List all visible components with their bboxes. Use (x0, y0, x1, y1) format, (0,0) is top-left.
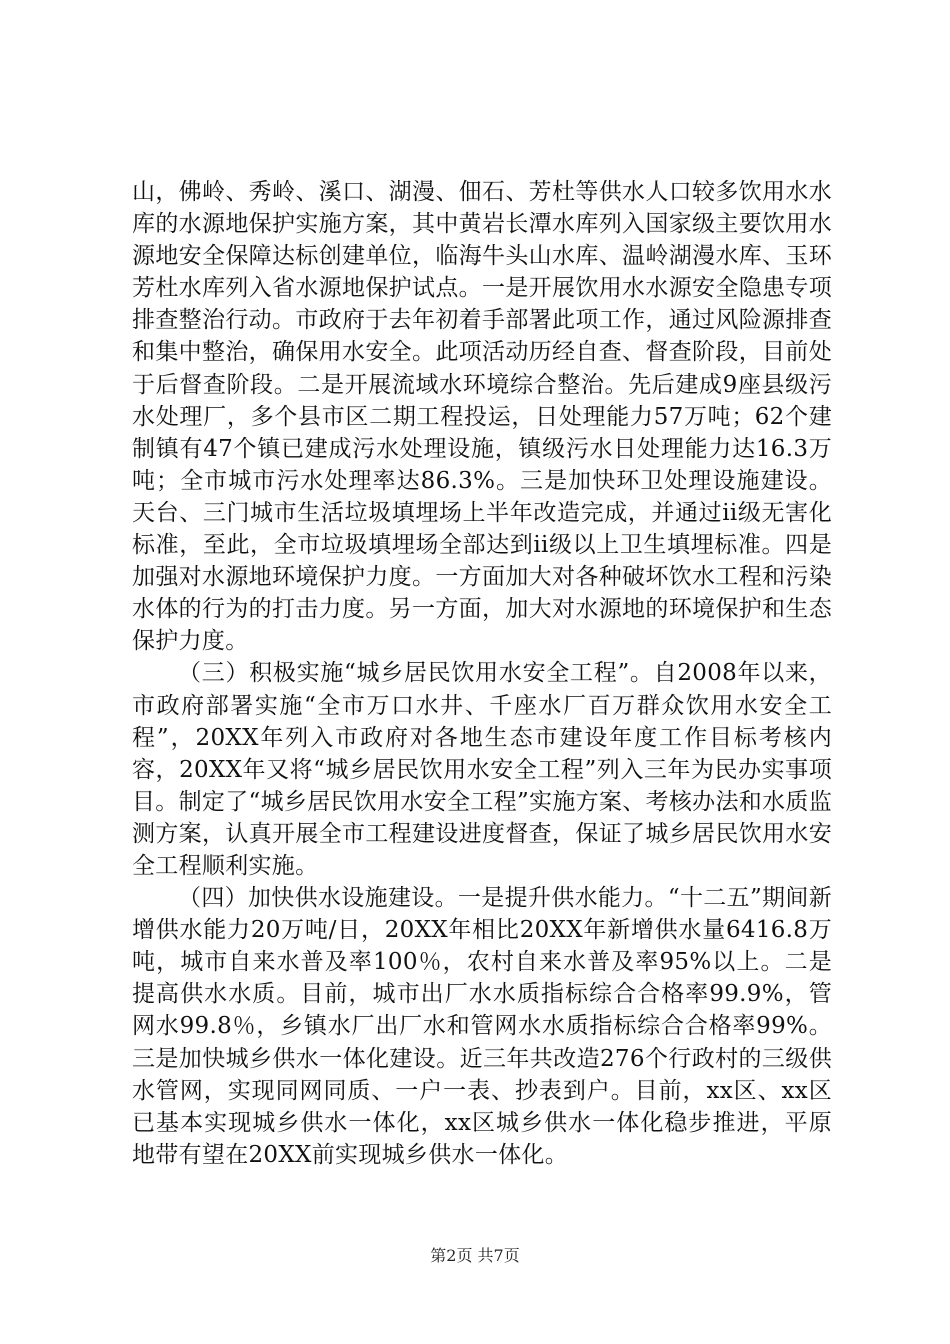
paragraph-section-3: （三）积极实施“城乡居民饮用水安全工程”。自2008年以来，市政府部署实施“全市万口水井、千座水厂百万群众饮用水安全工程”，20XX年列入市政府对各地生态市建设年度工作目标考核内容，20XX年又将“城乡居民饮用水安全工程”列入三年为民办实事项目。制定了“城乡居民饮用水安全工程”实施方案、考核办法和水质监测方案，认真开展全市工程建设进度督查，保证了城乡居民饮用水安全工程顺利实施。 (132, 660, 832, 879)
paragraph-section-4: （四）加快供水设施建设。一是提升供水能力。“十二五”期间新增供水能力20万吨/日，20XX年相比20XX年新增供水量6416.8万吨，城市自来水普及率100％，农村自来水普及率95%以上。二是提高供水水质。目前，城市出厂水水质指标综合合格率99.9%，管网水99.8％，乡镇水厂出厂水和管网水水质指标综合合格率99%。三是加快城乡供水一体化建设。近三年共改造276个行政村的三级供水管网，实现同网同质、一户一表、抄表到户。目前，xx区、xx区已基本实现城乡供水一体化，xx区城乡供水一体化稳步推进，平原地带有望在20XX前实现城乡供水一体化。 (132, 885, 832, 1168)
page-footer: 第2页 共7页 (430, 1246, 520, 1265)
document-body (132, 176, 832, 1171)
paragraph-continued: 山，佛岭、秀岭、溪口、湖漫、佃石、芳杜等供水人口较多饮用水水库的水源地保护实施方案，其中黄岩长潭水库列入国家级主要饮用水源地安全保障达标创建单位，临海牛头山水库、温岭湖漫水库、玉环芳杜水库列入省水源地保护试点。一是开展饮用水水源安全隐患专项排查整治行动。市政府于去年初着手部署此项工作，通过风险源排查和集中整治，确保用水安全。此项活动历经自查、督查阶段，目前处于后督查阶段。二是开展流域水环境综合整治。先后建成9座县级污水处理厂，多个县市区二期工程投运，日处理能力57万吨；62个建制镇有47个镇已建成污水处理设施，镇级污水日处理能力达16.3万吨；全市城市污水处理率达86.3%。三是加快环卫处理设施建设。天台、三门城市生活垃圾填埋场上半年改造完成，并通过ii级无害化标准，至此，全市垃圾填埋场全部达到ii级以上卫生填埋标准。四是加强对水源地环境保护力度。一方面加大对各种破坏饮水工程和污染水体的行为的打击力度。另一方面，加大对水源地的环境保护和生态保护力度。 (132, 179, 832, 655)
